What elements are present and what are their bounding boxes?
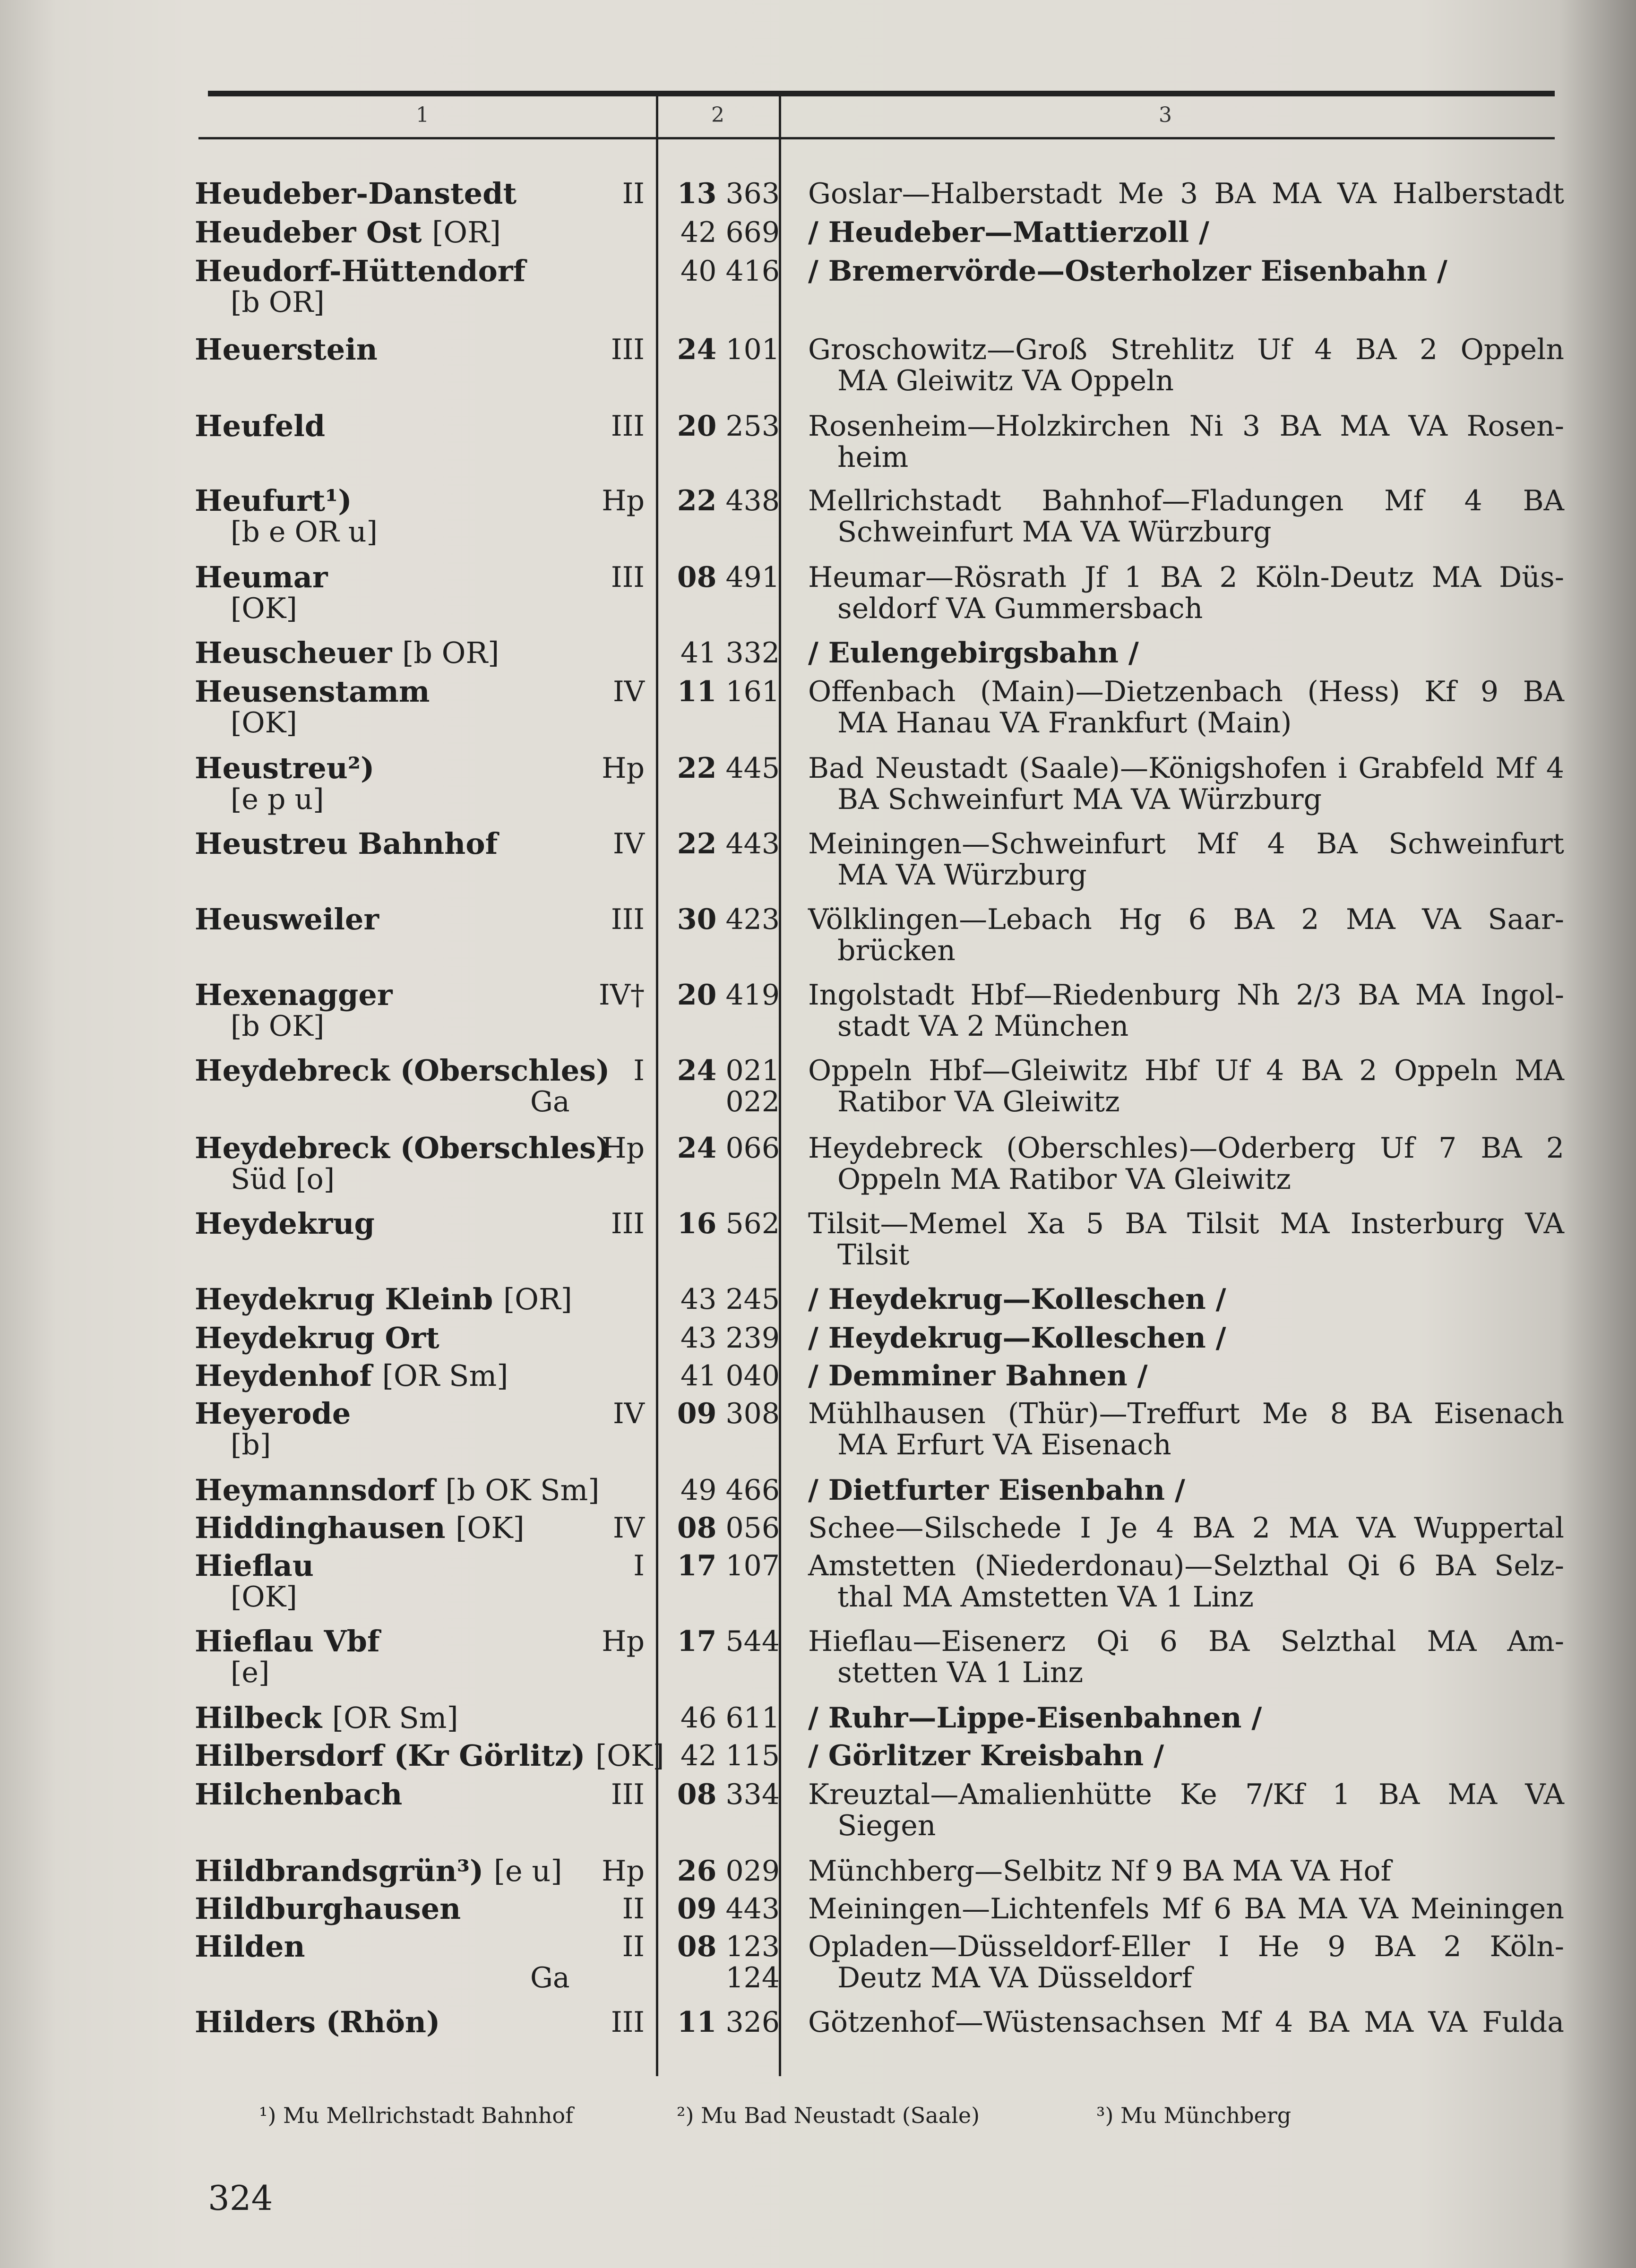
station-class: III: [611, 333, 645, 366]
station-name: Hildbrandsgrün³) [e u]: [195, 1854, 562, 1888]
route-description-cont: stadt VA 2 München: [837, 1010, 1129, 1043]
station-code: 46 611: [680, 1701, 780, 1735]
station-code: 11 161: [677, 675, 780, 708]
station-code: 24 021: [677, 1054, 780, 1087]
station-tags: [OR]: [432, 215, 501, 249]
station-code: 49 466: [680, 1474, 780, 1507]
route-description: / Görlitzer Kreisbahn /: [808, 1739, 1164, 1772]
column-header-1: 1: [416, 103, 429, 127]
station-name: Heufeld: [195, 409, 326, 443]
station-class: IV†: [598, 979, 645, 1012]
route-description: Goslar—Halberstadt Me 3 BA MA VA Halberstadt: [808, 177, 1564, 210]
route-description: / Eulengebirgsbahn /: [808, 636, 1139, 670]
footnote-3: ³) Mu Münchberg: [1096, 2103, 1292, 2128]
station-name: Heudeber Ost [OR]: [195, 215, 501, 249]
route-description: Mellrichstadt Bahnhof—Fladungen Mf 4 BA: [808, 484, 1564, 517]
column-header-3: 3: [1159, 103, 1172, 127]
station-code: 43 245: [680, 1283, 780, 1316]
route-description: Opladen—Düsseldorf-Eller I He 9 BA 2 Köln-: [808, 1930, 1564, 1963]
station-tags: [OR Sm]: [382, 1358, 508, 1393]
route-description-cont: Ratibor VA Gleiwitz: [837, 1085, 1120, 1118]
station-code: 24 101: [677, 333, 780, 366]
route-description-cont: MA Hanau VA Frankfurt (Main): [837, 706, 1292, 739]
station-class: III: [611, 903, 645, 936]
station-class: Hp: [602, 1625, 645, 1658]
station-tags: [b OK Sm]: [445, 1473, 600, 1507]
route-description: Götzenhof—Wüstensachsen Mf 4 BA MA VA Fulda: [808, 2006, 1564, 2039]
route-description: Hieflau—Eisenerz Qi 6 BA Selzthal MA Am-: [808, 1625, 1564, 1658]
station-subline: [OK]: [231, 1581, 297, 1614]
station-code: 08 334: [677, 1778, 780, 1811]
station-subline: [b]: [231, 1428, 271, 1461]
station-subline: [e]: [231, 1656, 270, 1689]
station-code: 08 056: [677, 1512, 780, 1545]
station-name: Heudeber-Danstedt: [195, 176, 517, 211]
route-description-cont: Siegen: [837, 1809, 936, 1842]
route-description: Amstetten (Niederdonau)—Selzthal Qi 6 BA Selz-: [808, 1549, 1564, 1582]
route-description-cont: Oppeln MA Ratibor VA Gleiwitz: [837, 1163, 1291, 1196]
station-name: Hilchenbach: [195, 1777, 403, 1812]
route-description: Kreuztal—Amalienhütte Ke 7/Kf 1 BA MA VA: [808, 1778, 1564, 1811]
station-class: II: [622, 1892, 645, 1925]
station-class: I: [633, 1549, 645, 1582]
station-code: 20 419: [677, 979, 780, 1012]
station-code: 08 491: [677, 561, 780, 594]
station-name: Hilden: [195, 1929, 305, 1964]
route-description-cont: MA Erfurt VA Eisenach: [837, 1428, 1171, 1461]
route-description: Münchberg—Selbitz Nf 9 BA MA VA Hof: [808, 1855, 1391, 1888]
station-subline: [b e OR u]: [231, 515, 378, 549]
station-code-alt: 022: [725, 1085, 780, 1118]
route-description: Mühlhausen (Thür)—Treffurt Me 8 BA Eisenach: [808, 1397, 1564, 1430]
station-code: 42 115: [680, 1739, 780, 1772]
route-description: / Ruhr—Lippe-Eisenbahnen /: [808, 1701, 1262, 1735]
station-code: 30 423: [677, 903, 780, 936]
station-class: IV: [612, 827, 645, 860]
station-code: 40 416: [680, 255, 780, 288]
station-name: Hexenagger: [195, 978, 393, 1012]
station-subline: [b OR]: [231, 286, 325, 319]
station-code: 16 562: [677, 1207, 780, 1240]
station-class: II: [622, 177, 645, 210]
route-description-cont: thal MA Amstetten VA 1 Linz: [837, 1581, 1254, 1614]
route-description-cont: Deutz MA VA Düsseldorf: [837, 1961, 1192, 1994]
station-name: Hilbeck [OR Sm]: [195, 1701, 458, 1735]
station-code: 13 363: [677, 177, 780, 210]
station-name: Heustreu Bahnhof: [195, 826, 498, 861]
station-code: 09 443: [677, 1892, 780, 1925]
top-rule-thick: [208, 91, 1555, 96]
station-name: Heydekrug Ort: [195, 1321, 439, 1355]
route-description: Bad Neustadt (Saale)—Königshofen i Grabfeld Mf 4: [808, 752, 1564, 785]
route-description: Meiningen—Lichtenfels Mf 6 BA MA VA Meiningen: [808, 1892, 1564, 1925]
station-subline: [OK]: [231, 592, 297, 625]
route-description: Groschowitz—Groß Strehlitz Uf 4 BA 2 Oppeln: [808, 333, 1564, 366]
route-description: Heumar—Rösrath Jf 1 BA 2 Köln-Deutz MA Düs-: [808, 561, 1564, 594]
route-description: / Bremervörde—Osterholzer Eisenbahn /: [808, 255, 1447, 288]
station-class: Hp: [602, 752, 645, 785]
station-class: Hp: [602, 1855, 645, 1888]
station-name: Heustreu²): [195, 751, 375, 785]
freight-marker: Ga: [530, 1961, 570, 1994]
freight-marker: Ga: [530, 1085, 570, 1118]
station-tags: [OR]: [503, 1282, 572, 1316]
route-description: / Demminer Bahnen /: [808, 1359, 1148, 1392]
station-name: Heudorf-Hüttendorf: [195, 254, 526, 288]
station-tags: [OK]: [595, 1738, 664, 1773]
station-class: IV: [612, 675, 645, 708]
station-name: Heyerode: [195, 1396, 351, 1431]
station-class: IV: [612, 1397, 645, 1430]
station-code: 26 029: [677, 1855, 780, 1888]
route-description: Völklingen—Lebach Hg 6 BA 2 MA VA Saar-: [808, 903, 1564, 936]
station-code: 22 445: [677, 752, 780, 785]
station-class: II: [622, 1930, 645, 1963]
station-name: Heydekrug: [195, 1206, 375, 1241]
station-class: III: [611, 561, 645, 594]
station-name: Heusenstamm: [195, 674, 430, 709]
station-name: Hieflau: [195, 1548, 314, 1583]
station-name: Hiddinghausen [OK]: [195, 1511, 525, 1545]
station-code: 17 107: [677, 1549, 780, 1582]
route-description-cont: MA Gleiwitz VA Oppeln: [837, 364, 1174, 397]
station-code: 42 669: [680, 216, 780, 249]
station-name: Hilders (Rhön): [195, 2005, 440, 2039]
station-subline: [OK]: [231, 706, 297, 739]
station-subline: Süd [o]: [231, 1163, 335, 1196]
route-description-cont: stetten VA 1 Linz: [837, 1656, 1084, 1689]
station-name: Heuerstein: [195, 332, 378, 367]
station-code: 24 066: [677, 1132, 780, 1165]
station-code: 41 040: [680, 1359, 780, 1392]
station-name: Heydenhof [OR Sm]: [195, 1358, 508, 1393]
route-description: Offenbach (Main)—Dietzenbach (Hess) Kf 9 BA: [808, 675, 1564, 708]
station-name: Hilbersdorf (Kr Görlitz) [OK]: [195, 1738, 664, 1773]
route-description: / Heudeber—Mattierzoll /: [808, 216, 1209, 249]
station-code-alt: 124: [725, 1961, 780, 1994]
station-subline: [e p u]: [231, 783, 324, 816]
route-description-cont: brücken: [837, 934, 956, 967]
column-header-2: 2: [711, 103, 724, 127]
station-code: 41 332: [680, 636, 780, 670]
route-description-cont: Tilsit: [837, 1238, 910, 1271]
route-description: Tilsit—Memel Xa 5 BA Tilsit MA Insterburg VA: [808, 1207, 1564, 1240]
route-description-cont: BA Schweinfurt MA VA Würzburg: [837, 783, 1322, 816]
station-class: IV: [612, 1512, 645, 1545]
station-code: 20 253: [677, 410, 780, 443]
column-divider-1: [656, 96, 658, 2076]
station-code: 22 438: [677, 484, 780, 517]
station-tags: [OK]: [456, 1511, 525, 1545]
route-description: Meiningen—Schweinfurt Mf 4 BA Schweinfurt: [808, 827, 1564, 860]
header-rule: [198, 137, 1555, 139]
station-class: III: [611, 1778, 645, 1811]
station-tags: [b OR]: [402, 636, 499, 670]
route-description: Heydebreck (Oberschles)—Oderberg Uf 7 BA 2: [808, 1132, 1564, 1165]
route-description-cont: seldorf VA Gummersbach: [837, 592, 1203, 625]
route-description: Rosenheim—Holzkirchen Ni 3 BA MA VA Rosen-: [808, 410, 1564, 443]
footnote-1: ¹) Mu Mellrichstadt Bahnhof: [259, 2103, 574, 2128]
station-class: III: [611, 2006, 645, 2039]
station-name: Heumar: [195, 560, 328, 594]
station-class: Hp: [602, 484, 645, 517]
station-class: Hp: [602, 1132, 645, 1165]
station-name: Hildburghausen: [195, 1891, 461, 1926]
page-number: 324: [208, 2178, 273, 2218]
route-description: Ingolstadt Hbf—Riedenburg Nh 2/3 BA MA Ingol-: [808, 979, 1564, 1012]
route-description-cont: Schweinfurt MA VA Würzburg: [837, 515, 1272, 549]
station-tags: [OR Sm]: [332, 1701, 458, 1735]
station-code: 09 308: [677, 1397, 780, 1430]
station-name: Heydebreck (Oberschles): [195, 1053, 610, 1088]
station-code: 22 443: [677, 827, 780, 860]
station-code: 17 544: [677, 1625, 780, 1658]
station-code: 11 326: [677, 2006, 780, 2039]
route-description-cont: MA VA Würzburg: [837, 859, 1087, 892]
station-name: Heymannsdorf [b OK Sm]: [195, 1473, 600, 1507]
station-name: Heydebreck (Oberschles): [195, 1131, 610, 1165]
route-description: / Heydekrug—Kolleschen /: [808, 1322, 1226, 1355]
station-class: I: [633, 1054, 645, 1087]
station-name: Hieflau Vbf: [195, 1624, 380, 1658]
route-description-cont: heim: [837, 441, 909, 474]
station-code: 08 123: [677, 1930, 780, 1963]
station-class: III: [611, 410, 645, 443]
route-description: / Dietfurter Eisenbahn /: [808, 1474, 1185, 1507]
station-subline: [b OK]: [231, 1010, 325, 1043]
route-description: Schee—Silschede I Je 4 BA 2 MA VA Wuppertal: [808, 1512, 1564, 1545]
station-name: Heufurt¹): [195, 483, 352, 518]
station-class: III: [611, 1207, 645, 1240]
route-description: Oppeln Hbf—Gleiwitz Hbf Uf 4 BA 2 Oppeln MA: [808, 1054, 1564, 1087]
station-name: Heydekrug Kleinb [OR]: [195, 1282, 572, 1316]
station-tags: [e u]: [493, 1854, 562, 1888]
station-name: Heuscheuer [b OR]: [195, 636, 499, 670]
station-name: Heusweiler: [195, 902, 379, 936]
station-code: 43 239: [680, 1322, 780, 1355]
footnote-2: ²) Mu Bad Neustadt (Saale): [677, 2103, 980, 2128]
route-description: / Heydekrug—Kolleschen /: [808, 1283, 1226, 1316]
